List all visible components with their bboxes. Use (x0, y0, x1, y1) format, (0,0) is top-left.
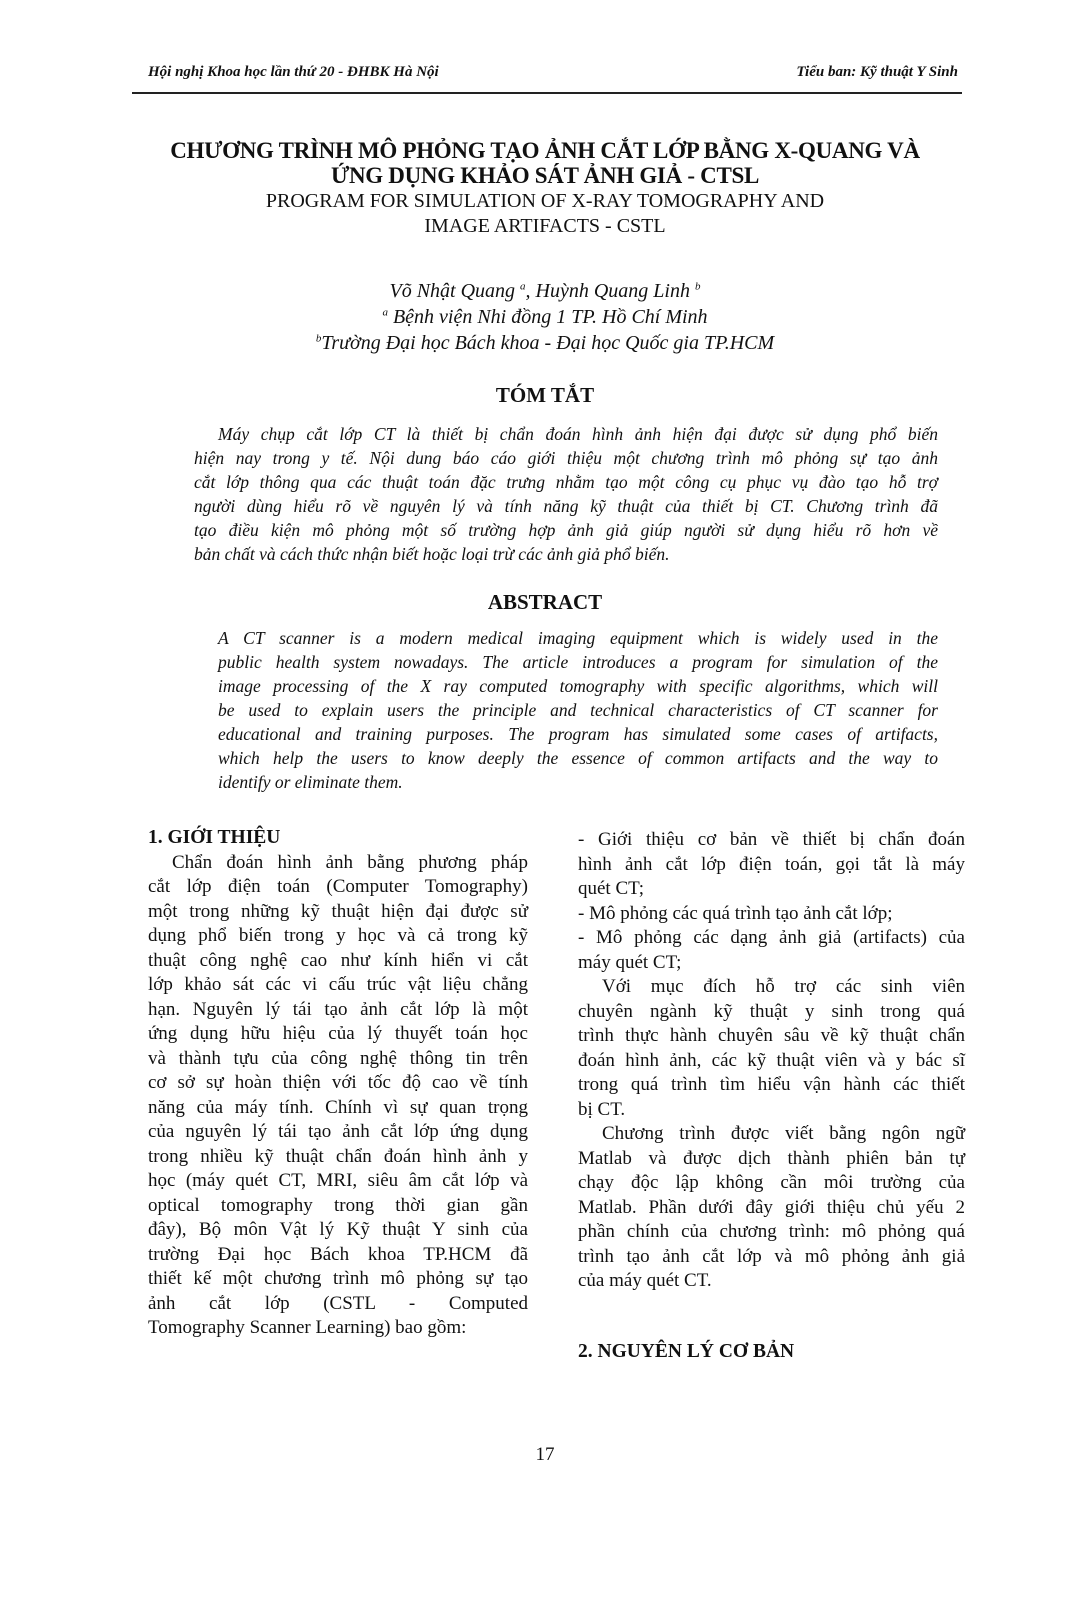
text-line: - Giới thiệu cơ bản về thiết bị chẩn đoán (578, 829, 965, 850)
aff1-sup: a (382, 306, 388, 319)
text-line: của máy quét CT. (578, 1270, 712, 1291)
running-header-right: Tiểu ban: Kỹ thuật Y Sinh (796, 64, 958, 80)
running-header-left: Hội nghị Khoa học lần thứ 20 - ĐHBK Hà Nội (148, 64, 439, 80)
text-line: public health system nowadays. The article introduces a program for simulation of the (218, 652, 938, 672)
text-line: quét CT; (578, 878, 644, 899)
text-line: đây), Bộ môn Vật lý Kỹ thuật Y sinh của (148, 1219, 528, 1240)
text-line: A CT scanner is a modern medical imaging equipment which is widely used in the (218, 628, 938, 648)
text-line: hạn. Nguyên lý tái tạo ảnh cắt lớp là một (148, 998, 528, 1020)
text-line: học (máy quét CT, MRI, siêu âm cắt lớp và (148, 1170, 528, 1191)
aff2-text: Trường Đại học Bách khoa - Đại học Quốc gia TP.HCM (321, 332, 775, 354)
title-vi-line2: ỨNG DỤNG KHẢO SÁT ẢNH GIẢ - CTSL (330, 163, 760, 188)
title-en-line1: PROGRAM FOR SIMULATION OF X-RAY TOMOGRAPHY AND (265, 190, 825, 212)
text-line: ảnh cắt lớp (CSTL - Computed (148, 1292, 528, 1314)
text-line: trong nhiều kỹ thuật chẩn đoán hình ảnh y (148, 1145, 528, 1167)
title-vi-line1: CHƯƠNG TRÌNH MÔ PHỎNG TẠO ẢNH CẮT LỚP BẰNG X-QUANG VÀ (170, 138, 920, 163)
text-line: năng của máy tính. Chính vì sự quan trọng (148, 1096, 528, 1118)
text-line: máy quét CT; (578, 951, 682, 973)
paragraph (578, 926, 965, 975)
text-line: Tomography Scanner Learning) bao gồm: (148, 1317, 467, 1338)
text-line: image processing of the X ray computed tomography with specific algorithms, which will (218, 676, 938, 696)
text-line: Máy chụp cắt lớp CT là thiết bị chẩn đoán hình ảnh hiện đại được sử dụng phổ biến (218, 424, 938, 444)
author-1: Võ Nhật Quang (389, 280, 516, 302)
text-line: dụng phổ biến trong y học và cả trong kỹ (148, 925, 528, 946)
text-line: đoán hình ảnh, các kỹ thuật viên và y bác sĩ (578, 1049, 965, 1071)
author-2-sup: b (695, 280, 701, 293)
text-line: thiết kế một chương trình mô phỏng sự tạo (148, 1268, 528, 1289)
text-line: Chương trình được viết bằng ngôn ngữ (602, 1123, 965, 1144)
tomtat-heading: TÓM TẮT (495, 383, 595, 407)
affiliation-1 (130, 306, 960, 329)
paragraph (578, 975, 965, 1122)
text-line: educational and training purposes. The program has simulated some cases of artifacts, (218, 724, 938, 744)
title-en-line2: IMAGE ARTIFACTS - CSTL (424, 215, 666, 237)
aff1-text: Bệnh viện Nhi đồng 1 TP. Hồ Chí Minh (392, 306, 708, 328)
affiliation-2 (130, 332, 960, 355)
left-column (148, 826, 528, 1341)
text-line: một trong những kỹ thuật hiện đại được sử (148, 900, 528, 922)
text-line: bản chất và cách thức nhận biết hoặc loại trừ các ảnh giả phổ biến. (194, 544, 670, 564)
tomtat-body (194, 422, 938, 566)
text-line: hình ảnh cắt lớp điện toán, gọi tắt là máy (578, 853, 965, 875)
text-line: cơ sở sự hoàn thiện với tốc độ cao về tính (148, 1072, 528, 1093)
text-line: và thành tựu của công nghệ thông tin trên (148, 1047, 528, 1069)
text-line: trong quá trình tìm hiểu vận hành các thiết (578, 1074, 965, 1095)
section-heading-2: 2. NGUYÊN LÝ CƠ BẢN (578, 1341, 795, 1362)
text-line: thuật công nghệ cao như kính hiển vi cắt (148, 949, 528, 971)
text-line: Matlab và được dịch thành phiên bản tự (578, 1147, 965, 1169)
text-line: trình tạo ảnh cắt lớp và mô phỏng ảnh giả (578, 1245, 965, 1267)
author-2: Huỳnh Quang Linh (535, 280, 690, 302)
authors: Võ Nhật Quang $^a$, Huỳnh Quang Linh $^b$ (389, 280, 701, 302)
paragraph (578, 902, 965, 927)
text-line: người dùng hiểu rõ về nguyên lý và tính năng kỹ thuật của thiết bị CT. Chương trình đã (194, 496, 938, 516)
text-line: cắt lớp điện toán (Computer Tomography) (148, 876, 528, 897)
text-line: Matlab. Phần dưới đây giới thiệu chủ yếu 2 (578, 1196, 965, 1218)
text-line: chuyên ngành kỹ thuật y sinh trong quá (578, 1000, 965, 1022)
text-line: be used to explain users the principle and technical characteristics of CT scanner for (218, 700, 938, 720)
text-line: Chẩn đoán hình ảnh bằng phương pháp (172, 851, 528, 873)
right-column (578, 828, 965, 1294)
text-line: trình thực hành chuyên sâu về kỹ thuật chẩn (578, 1025, 965, 1046)
page-number: 17 (535, 1444, 555, 1465)
text-line: Với mục đích hỗ trợ các sinh viên (602, 976, 965, 997)
text-line: which help the users to know deeply the essence of common artifacts and the way to (218, 748, 938, 768)
text-line: cắt lớp thông qua các thuật toán đặc trưng nhằm tạo một công cụ phục vụ đào tạo hỗ trợ (194, 472, 938, 492)
paragraph (578, 828, 965, 902)
text-line: - Mô phỏng các quá trình tạo ảnh cắt lớp; (578, 902, 893, 924)
text-line: bị CT. (578, 1098, 626, 1120)
aff2-sup: b (315, 332, 322, 345)
author-1-sup: a (520, 280, 526, 293)
section-heading-1: 1. GIỚI THIỆU (148, 827, 281, 848)
text-line: optical tomography trong thời gian gần (148, 1194, 528, 1216)
header-rule (132, 92, 962, 94)
text-line: trường Đại học Bách khoa TP.HCM đã (148, 1243, 528, 1265)
text-line: hiện nay trong y tế. Nội dung báo cáo giới thiệu một chương trình mô phỏng sự tạo ảnh (194, 448, 938, 468)
text-line: phần chính của chương trình: mô phỏng quá (578, 1221, 965, 1242)
text-line: của nguyên lý tái tạo ảnh cắt lớp ứng dụng (148, 1121, 528, 1142)
text-line: - Mô phỏng các dạng ảnh giả (artifacts) của (578, 927, 965, 948)
abstract-heading: ABSTRACT (487, 590, 603, 614)
text-line: tạo điều kiện mô phỏng một số trường hợp ảnh giả giúp người sử dụng hiểu rõ hơn về (194, 520, 938, 540)
abstract-body (218, 626, 938, 794)
text-line: ứng dụng hữu hiệu của lý thuyết toán học (148, 1023, 528, 1044)
text-line: identify or eliminate them. (218, 772, 403, 792)
paragraph (578, 1122, 965, 1294)
text-line: chạy độc lập không cần môi trường của (578, 1172, 965, 1193)
text-line: lớp khảo sát các vi cấu trúc vật liệu chẳng (148, 974, 528, 995)
